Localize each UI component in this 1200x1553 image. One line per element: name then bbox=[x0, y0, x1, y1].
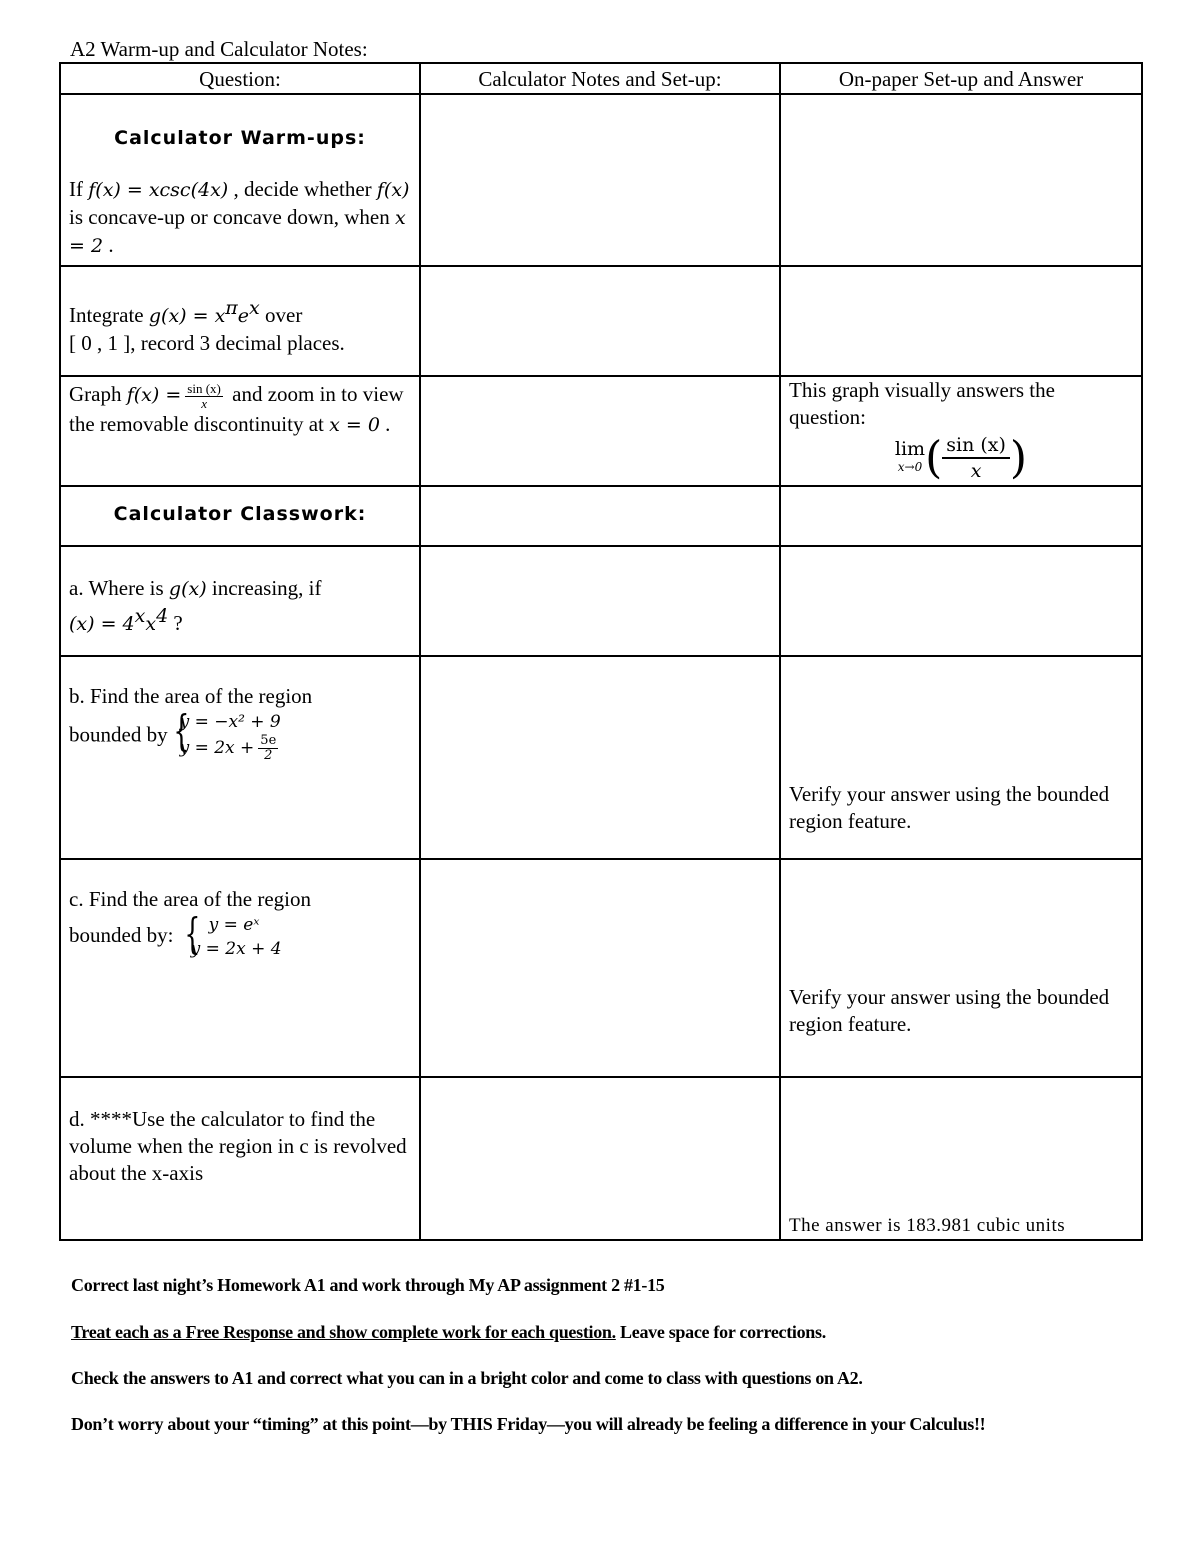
on-paper-cell[interactable] bbox=[780, 546, 1142, 656]
calculator-notes-cell[interactable] bbox=[420, 486, 780, 546]
column-header-on-paper: On-paper Set-up and Answer bbox=[780, 63, 1142, 94]
answer-text-d: The answer is 183.981 cubic units bbox=[789, 1215, 1066, 1236]
on-paper-cell[interactable] bbox=[780, 656, 1142, 859]
column-header-calculator-notes: Calculator Notes and Set-up: bbox=[420, 63, 780, 94]
table-row-classwork-heading bbox=[60, 486, 1142, 546]
note-check-answers: Check the answers to A1 and correct what you can in a bright color and come to class with questions on A2. bbox=[71, 1368, 863, 1388]
question-cell bbox=[60, 486, 420, 546]
column-header-question: Question: bbox=[60, 63, 420, 94]
question-text-integrate: Integrate $g(x) = x^\pi e^x$ over [ 0 , 1 ], record 3 decimal places. bbox=[69, 297, 345, 355]
question-cell bbox=[60, 656, 420, 859]
question-cell bbox=[60, 94, 420, 266]
calculator-notes-cell[interactable] bbox=[420, 1077, 780, 1240]
question-text-graph: Graph f(x) = $\frac{\sin (x)}{x}$ and zoom in to view the removable discontinuity at x = 0 . bbox=[69, 380, 404, 436]
equation-system-b: { y = −x² + 9 y = 2x + $\frac{5e}{2}$ bbox=[172, 706, 281, 763]
calculator-notes-cell[interactable] bbox=[420, 546, 780, 656]
calculator-notes-cell[interactable] bbox=[420, 266, 780, 376]
table-row-warmup-1 bbox=[60, 94, 1142, 266]
equation-system-c: { y = eˣ y = 2x + 4 bbox=[184, 909, 282, 959]
question-text-concavity: If f(x) = xcsc(4x) , decide whether f(x) is concave-up or concave down, when x = 2 . bbox=[69, 177, 410, 257]
calculator-notes-cell[interactable] bbox=[420, 94, 780, 266]
verify-text-c: Verify your answer using the bounded region feature. bbox=[789, 985, 1110, 1036]
document-title: A2 Warm-up and Calculator Notes: bbox=[70, 37, 368, 61]
calculator-notes-cell[interactable] bbox=[420, 859, 780, 1077]
table-row-question-d bbox=[60, 1077, 1142, 1240]
calculator-notes-cell[interactable] bbox=[420, 376, 780, 486]
question-cell bbox=[60, 1077, 420, 1240]
on-paper-cell[interactable] bbox=[780, 486, 1142, 546]
note-timing: Don’t worry about your “timing” at this point—by THIS Friday—you will already be feeling a difference in your Calculus!! bbox=[71, 1414, 986, 1434]
table-header-row bbox=[60, 63, 1142, 94]
question-text-a: a. Where is g(x) increasing, if $(x) = 4^xx^4$ ? bbox=[69, 576, 322, 635]
limit-expression: lim x→0 ( $\frac{\sin (x)}{x}$ ) bbox=[894, 432, 1028, 484]
on-paper-cell[interactable] bbox=[780, 94, 1142, 266]
verify-text-b: Verify your answer using the bounded region feature. bbox=[789, 782, 1110, 833]
question-cell bbox=[60, 266, 420, 376]
table-row-warmup-2 bbox=[60, 266, 1142, 376]
table-row-question-a bbox=[60, 546, 1142, 656]
question-text-d: d. ****Use the calculator to find the volume when the region in c is revolved about the x-axis bbox=[69, 1107, 407, 1185]
on-paper-cell[interactable] bbox=[780, 859, 1142, 1077]
note-free-response: Treat each as a Free Response and show complete work for each question. Leave space for corrections. bbox=[71, 1322, 826, 1342]
note-homework: Correct last night’s Homework A1 and work through My AP assignment 2 #1-15 bbox=[71, 1275, 665, 1295]
table-row-question-b bbox=[60, 656, 1142, 859]
section-heading-warmups: Calculator Warm-ups: bbox=[114, 127, 366, 149]
question-cell bbox=[60, 859, 420, 1077]
table-row-question-c bbox=[60, 859, 1142, 1077]
question-text-c: c. Find the area of the region bounded by: { y = eˣ y = 2x + 4 bbox=[69, 887, 311, 959]
on-paper-cell[interactable] bbox=[780, 376, 1142, 486]
on-paper-cell[interactable] bbox=[780, 266, 1142, 376]
calculator-notes-cell[interactable] bbox=[420, 656, 780, 859]
section-heading-classwork: Calculator Classwork: bbox=[113, 503, 367, 525]
fraction-sinx-over-x: $\frac{\sin (x)}{x}$ bbox=[187, 380, 221, 411]
on-paper-cell[interactable] bbox=[780, 1077, 1142, 1240]
table-row-warmup-3 bbox=[60, 376, 1142, 486]
worksheet-table bbox=[59, 62, 1143, 1241]
question-cell bbox=[60, 546, 420, 656]
answer-text-graph: This graph visually answers the question: bbox=[789, 378, 1055, 429]
question-cell bbox=[60, 376, 420, 486]
question-text-b: b. Find the area of the region bounded by { y = −x² + 9 y = 2x + $\frac{5e}{2}$ bbox=[69, 684, 313, 763]
